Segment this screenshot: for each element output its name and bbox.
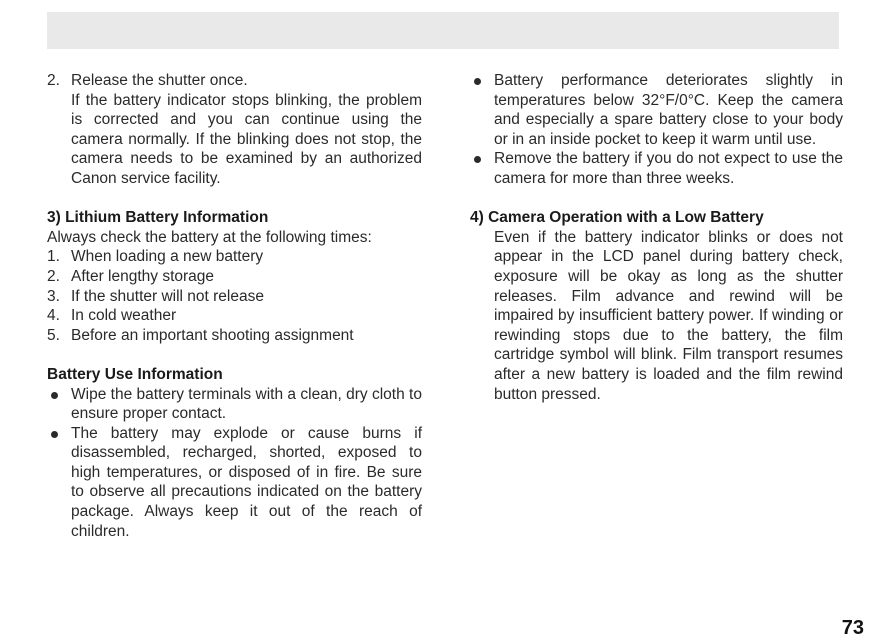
bullet-item [470,149,843,188]
list-item-number: 3. [47,287,60,305]
right-column [470,71,843,404]
list-item-text: When loading a new battery [71,248,264,266]
low-battery-body: Even if the battery indicator blinks or does not appear in the LCD panel during battery check, exposure will be okay as long as the shutter releases. Film advance and rewind will be impaired by insufficient battery power. If winding or rewinding stops due to the battery, the film cartridge symbol will blink. Film transport resumes after a new battery is loaded and the film rewind button pressed. [494,228,843,403]
bullet-icon [470,149,494,188]
list-item [47,306,422,326]
list-item-number: 2. [47,267,60,285]
lithium-heading: 3) Lithium Battery Information [47,209,269,227]
list-item-text: Before an important shooting assignment [71,326,354,344]
bullet-item [47,385,422,424]
bullet-item [470,71,843,149]
bullet-text: Remove the battery if you do not expect to use the camera for more than three weeks. [494,150,843,187]
lithium-intro: Always check the battery at the following times: [47,228,372,246]
step-2 [47,71,422,91]
header-band [47,12,839,49]
bullet-text: Wipe the battery terminals with a clean, dry cloth to ensure proper contact. [71,385,422,423]
bullet-text: Battery performance deteriorates slightly in temperatures below 32°F/0°C. Keep the camera and especially a spare battery close to your body or in an inside pocket to keep it warm until use. [494,72,843,148]
page-number: 73 [841,617,864,639]
step-2-title: Release the shutter once. [71,72,248,89]
list-item-number: 5. [47,326,60,344]
list-item-number: 4. [47,307,60,325]
list-item [47,247,422,267]
step-2-body: If the battery indicator stops blinking, the problem is corrected and you can continue using the camera normally. If the blinking does not stop, the camera needs to be examined by an authorized Canon service facility. [71,91,422,187]
list-item-text: After lengthy storage [71,267,215,285]
bullet-item [47,424,422,542]
list-item-text: If the shutter will not release [71,287,264,305]
bullet-icon [47,424,71,542]
left-column [47,71,422,541]
list-item-text: In cold weather [71,307,177,325]
bullet-icon [470,71,494,149]
list-item-number: 1. [47,248,60,266]
list-item [47,287,422,307]
step-2-number: 2. [47,72,60,89]
low-battery-heading: 4) Camera Operation with a Low Battery [470,209,764,227]
list-item [47,267,422,287]
bullet-icon [47,385,71,424]
bullet-text: The battery may explode or cause burns if disassembled, recharged, shorted, exposed to high temperatures, or disposed of in fire. Be sure to observe all precautions indicated on the battery package. Always keep it out of the reach of children. [71,424,422,540]
battery-use-heading: Battery Use Information [47,365,223,383]
list-item [47,326,422,346]
